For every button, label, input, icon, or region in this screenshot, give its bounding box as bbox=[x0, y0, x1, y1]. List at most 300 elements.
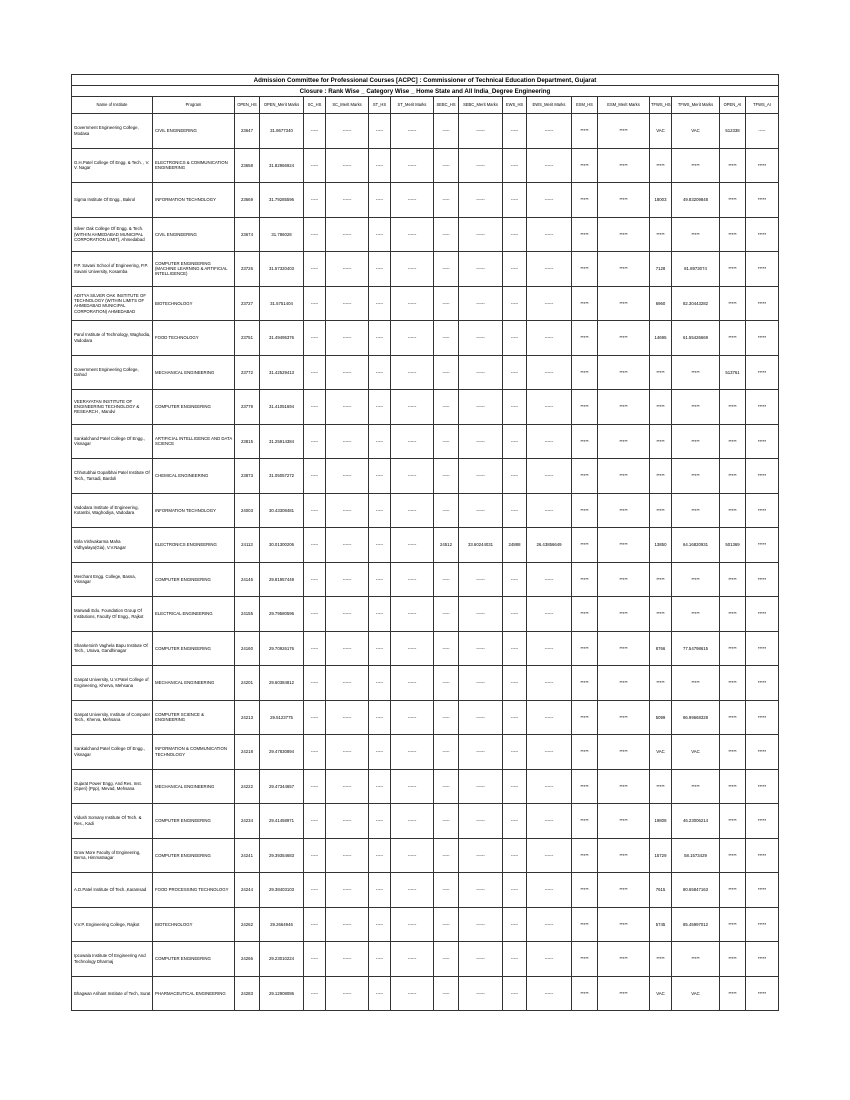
value-cell: ***** bbox=[598, 804, 650, 839]
value-cell: ------ bbox=[326, 528, 369, 563]
value-cell: 513761 bbox=[720, 355, 746, 390]
value-cell: ***** bbox=[572, 700, 598, 735]
value-cell: 31.25914384 bbox=[260, 424, 304, 459]
value-cell: ----- bbox=[434, 355, 459, 390]
table-row bbox=[72, 666, 779, 701]
value-cell: ----- bbox=[369, 597, 391, 632]
program-cell: PHARMACEUTICAL ENGINEERING bbox=[153, 976, 235, 1011]
value-cell: ----- bbox=[434, 631, 459, 666]
value-cell: 24888 bbox=[503, 528, 527, 563]
value-cell: ***** bbox=[672, 942, 720, 977]
table-row bbox=[72, 597, 779, 632]
value-cell: 30.01300206 bbox=[260, 528, 304, 563]
value-cell: ***** bbox=[598, 942, 650, 977]
value-cell: ------ bbox=[391, 597, 434, 632]
value-cell: 13850 bbox=[650, 528, 672, 563]
value-cell: 23815 bbox=[235, 424, 260, 459]
value-cell: ***** bbox=[720, 252, 746, 287]
value-cell: 24283 bbox=[235, 976, 260, 1011]
value-cell: ***** bbox=[572, 907, 598, 942]
institute-name-cell: Gujarat Power Engg. And Res. Inst. (Gperi) (Ppp), Mevad, Mehsana bbox=[72, 769, 153, 804]
institute-name-cell: G.H.Patel College Of Engg. & Tech. , V. V. Nagar bbox=[72, 148, 153, 183]
value-cell: ----- bbox=[304, 769, 326, 804]
value-cell: ***** bbox=[672, 355, 720, 390]
value-cell: ***** bbox=[598, 252, 650, 287]
value-cell: ----- bbox=[434, 148, 459, 183]
program-cell: COMPUTER ENGINEERING (MACHINE LEARNING & ARTIFICIAL INTELLIGENCE) bbox=[153, 252, 235, 287]
value-cell: ***** bbox=[598, 597, 650, 632]
value-cell: 24241 bbox=[235, 838, 260, 873]
value-cell: ----- bbox=[369, 942, 391, 977]
value-cell: ***** bbox=[650, 424, 672, 459]
value-cell: ***** bbox=[598, 976, 650, 1011]
value-cell: 30.43308481 bbox=[260, 493, 304, 528]
value-cell: ***** bbox=[746, 735, 779, 770]
value-cell: ------ bbox=[459, 217, 503, 252]
value-cell: ***** bbox=[598, 321, 650, 356]
value-cell: ----- bbox=[503, 769, 527, 804]
column-header: SEBC_Merit Marks bbox=[459, 97, 503, 114]
value-cell: 29.70926176 bbox=[260, 631, 304, 666]
value-cell: ------ bbox=[527, 907, 572, 942]
table-row bbox=[72, 217, 779, 252]
value-cell: 31.42529413 bbox=[260, 355, 304, 390]
program-cell: COMPUTER SCIENCE & ENGINEERING bbox=[153, 700, 235, 735]
value-cell: ***** bbox=[720, 217, 746, 252]
value-cell: 14695 bbox=[650, 321, 672, 356]
value-cell: ------ bbox=[326, 217, 369, 252]
table-row bbox=[72, 873, 779, 908]
value-cell: ------ bbox=[391, 735, 434, 770]
column-header: ESM_HS bbox=[572, 97, 598, 114]
value-cell: ------ bbox=[459, 735, 503, 770]
value-cell: ----- bbox=[434, 907, 459, 942]
value-cell: ------ bbox=[326, 666, 369, 701]
value-cell: ------ bbox=[391, 666, 434, 701]
value-cell: ----- bbox=[503, 666, 527, 701]
value-cell: ------ bbox=[391, 183, 434, 218]
value-cell: 80.65847163 bbox=[672, 873, 720, 908]
program-cell: COMPUTER ENGINEERING bbox=[153, 562, 235, 597]
value-cell: ------ bbox=[391, 873, 434, 908]
value-cell: ----- bbox=[434, 217, 459, 252]
value-cell: 7615 bbox=[650, 873, 672, 908]
value-cell: ----- bbox=[503, 390, 527, 425]
value-cell: ----- bbox=[369, 735, 391, 770]
institute-name-cell: Sankalchand Patel College Of Engg., Visnagar bbox=[72, 424, 153, 459]
value-cell: ------ bbox=[326, 355, 369, 390]
value-cell: ----- bbox=[369, 459, 391, 494]
value-cell: ------ bbox=[391, 631, 434, 666]
value-cell: ----- bbox=[369, 907, 391, 942]
value-cell: ----- bbox=[503, 286, 527, 321]
value-cell: ------ bbox=[391, 321, 434, 356]
value-cell: 31.41051694 bbox=[260, 390, 304, 425]
value-cell: ***** bbox=[598, 459, 650, 494]
value-cell: ------ bbox=[459, 873, 503, 908]
table-row bbox=[72, 493, 779, 528]
value-cell: ----- bbox=[369, 493, 391, 528]
value-cell: ------ bbox=[391, 942, 434, 977]
value-cell: ----- bbox=[304, 252, 326, 287]
value-cell: 24222 bbox=[235, 769, 260, 804]
value-cell: ------ bbox=[391, 390, 434, 425]
value-cell: ***** bbox=[598, 493, 650, 528]
value-cell: 23772 bbox=[235, 355, 260, 390]
value-cell: ***** bbox=[720, 873, 746, 908]
value-cell: ----- bbox=[434, 183, 459, 218]
value-cell: ***** bbox=[650, 148, 672, 183]
value-cell: ***** bbox=[572, 666, 598, 701]
value-cell: ***** bbox=[720, 148, 746, 183]
institute-name-cell: A.D.Patel Institute Of Tech.,Karamsad bbox=[72, 873, 153, 908]
value-cell: ------ bbox=[391, 148, 434, 183]
program-cell: ARTIFICIAL INTELLIGENCE AND DATA SCIENCE bbox=[153, 424, 235, 459]
value-cell: ----- bbox=[503, 424, 527, 459]
program-cell: ELECTRONICS & COMMUNICATION ENGINEERING bbox=[153, 148, 235, 183]
value-cell: ----- bbox=[503, 735, 527, 770]
value-cell: ------ bbox=[391, 769, 434, 804]
value-cell: 23647 bbox=[235, 114, 260, 149]
value-cell: ----- bbox=[503, 183, 527, 218]
value-cell: ***** bbox=[572, 355, 598, 390]
table-row bbox=[72, 804, 779, 839]
value-cell: 512338 bbox=[720, 114, 746, 149]
column-header: OPEN_HS bbox=[235, 97, 260, 114]
value-cell: 31.82966924 bbox=[260, 148, 304, 183]
value-cell: ----- bbox=[304, 942, 326, 977]
value-cell: ----- bbox=[746, 114, 779, 149]
value-cell: ------ bbox=[459, 424, 503, 459]
value-cell: ***** bbox=[746, 286, 779, 321]
value-cell: ***** bbox=[598, 528, 650, 563]
value-cell: ----- bbox=[369, 183, 391, 218]
value-cell: ------ bbox=[459, 286, 503, 321]
value-cell: ***** bbox=[720, 459, 746, 494]
value-cell: ------ bbox=[326, 321, 369, 356]
table-row bbox=[72, 183, 779, 218]
value-cell: ***** bbox=[598, 700, 650, 735]
value-cell: ----- bbox=[369, 217, 391, 252]
value-cell: VAC bbox=[650, 735, 672, 770]
value-cell: ***** bbox=[572, 114, 598, 149]
value-cell: ----- bbox=[503, 631, 527, 666]
column-header: TFWS_HS bbox=[650, 97, 672, 114]
value-cell: ------ bbox=[391, 528, 434, 563]
value-cell: ------ bbox=[391, 838, 434, 873]
value-cell: 18003 bbox=[650, 183, 672, 218]
value-cell: ----- bbox=[503, 114, 527, 149]
value-cell: ------ bbox=[326, 183, 369, 218]
institute-name-cell: Birla Vishvakarma Maha Vidhyalaya(Gia), V.V.Nagar bbox=[72, 528, 153, 563]
institute-name-cell: Government Engineering College, Modasa bbox=[72, 114, 153, 149]
value-cell: 23658 bbox=[235, 148, 260, 183]
value-cell: ----- bbox=[369, 873, 391, 908]
value-cell: ------ bbox=[527, 838, 572, 873]
value-cell: 29.47830894 bbox=[260, 735, 304, 770]
institute-name-cell: Chhotubhai Gopalbhai Patel Institute Of Tech., Tarsadi, Bardoli bbox=[72, 459, 153, 494]
institute-name-cell: Vadodara Institute of Engineering, Kotambi, Waghodiya, Vadodara bbox=[72, 493, 153, 528]
value-cell: ------ bbox=[459, 114, 503, 149]
column-header: ST_HS bbox=[369, 97, 391, 114]
value-cell: ***** bbox=[720, 769, 746, 804]
value-cell: ------ bbox=[459, 838, 503, 873]
value-cell: ***** bbox=[572, 424, 598, 459]
value-cell: ------ bbox=[527, 804, 572, 839]
value-cell: ------ bbox=[527, 355, 572, 390]
institute-name-cell: P.P. Savani School of Engineering, P.P. Savani University, Kosamba bbox=[72, 252, 153, 287]
value-cell: ***** bbox=[650, 459, 672, 494]
value-cell: ***** bbox=[746, 355, 779, 390]
value-cell: ------ bbox=[459, 666, 503, 701]
value-cell: ***** bbox=[720, 838, 746, 873]
program-cell: FOOD PROCESSING TECHNOLOGY bbox=[153, 873, 235, 908]
table-row bbox=[72, 528, 779, 563]
value-cell: ***** bbox=[720, 390, 746, 425]
value-cell: ------ bbox=[326, 286, 369, 321]
value-cell: ***** bbox=[746, 459, 779, 494]
value-cell: ***** bbox=[720, 735, 746, 770]
value-cell: 24266 bbox=[235, 942, 260, 977]
institute-name-cell: VEERAYATAN INSTITUTE OF ENGINEERING TECHNOLOGY & RESEARCH , Mandvi bbox=[72, 390, 153, 425]
program-cell: MECHANICAL ENGINEERING bbox=[153, 355, 235, 390]
value-cell: ------ bbox=[459, 976, 503, 1011]
value-cell: ***** bbox=[598, 873, 650, 908]
value-cell: ----- bbox=[503, 907, 527, 942]
value-cell: ----- bbox=[369, 355, 391, 390]
value-cell: ----- bbox=[304, 424, 326, 459]
value-cell: ------ bbox=[459, 459, 503, 494]
value-cell: 24262 bbox=[235, 907, 260, 942]
value-cell: ------ bbox=[527, 562, 572, 597]
value-cell: ----- bbox=[304, 562, 326, 597]
value-cell: 15729 bbox=[650, 838, 672, 873]
value-cell: ------ bbox=[326, 735, 369, 770]
value-cell: ------ bbox=[326, 459, 369, 494]
value-cell: ----- bbox=[434, 286, 459, 321]
value-cell: VAC bbox=[672, 976, 720, 1011]
value-cell: ----- bbox=[434, 252, 459, 287]
value-cell: ------ bbox=[527, 942, 572, 977]
value-cell: ***** bbox=[672, 769, 720, 804]
value-cell: ------ bbox=[391, 355, 434, 390]
program-cell: ELECTRONICS ENGINEERING bbox=[153, 528, 235, 563]
value-cell: ***** bbox=[720, 424, 746, 459]
value-cell: 29.2664946 bbox=[260, 907, 304, 942]
value-cell: ----- bbox=[503, 700, 527, 735]
value-cell: 31.79285596 bbox=[260, 183, 304, 218]
column-header: EWS_Merit Marks bbox=[527, 97, 572, 114]
value-cell: 24160 bbox=[235, 631, 260, 666]
program-cell: COMPUTER ENGINEERING bbox=[153, 804, 235, 839]
institute-name-cell: Shankersinh Vaghela Bapu Institute Of Tech., Unava, Gandhinagar bbox=[72, 631, 153, 666]
program-cell: MECHANICAL ENGINEERING bbox=[153, 769, 235, 804]
program-cell: COMPUTER ENGINEERING bbox=[153, 390, 235, 425]
institute-name-cell: Merchant Engg. College, Basna, Visnagar bbox=[72, 562, 153, 597]
value-cell: ------ bbox=[391, 804, 434, 839]
value-cell: 31.8677340 bbox=[260, 114, 304, 149]
value-cell: 29.60384812 bbox=[260, 666, 304, 701]
value-cell: 29.39354683 bbox=[260, 838, 304, 873]
value-cell: ***** bbox=[746, 424, 779, 459]
value-cell: ----- bbox=[434, 942, 459, 977]
value-cell: ----- bbox=[503, 459, 527, 494]
value-cell: ***** bbox=[720, 597, 746, 632]
value-cell: VAC bbox=[650, 114, 672, 149]
value-cell: ----- bbox=[304, 286, 326, 321]
value-cell: 31.5751404 bbox=[260, 286, 304, 321]
value-cell: ----- bbox=[369, 528, 391, 563]
value-cell: ------ bbox=[326, 976, 369, 1011]
value-cell: 82.30443282 bbox=[672, 286, 720, 321]
value-cell: ------ bbox=[326, 838, 369, 873]
value-cell: ***** bbox=[598, 286, 650, 321]
value-cell: ***** bbox=[746, 183, 779, 218]
value-cell: ----- bbox=[304, 631, 326, 666]
value-cell: 86.99668328 bbox=[672, 700, 720, 735]
closure-sheet bbox=[71, 74, 778, 1011]
value-cell: ***** bbox=[720, 562, 746, 597]
institute-name-cell: V.V.P. Engineering College, Rajkot bbox=[72, 907, 153, 942]
value-cell: ***** bbox=[572, 286, 598, 321]
value-cell: 31.57320403 bbox=[260, 252, 304, 287]
value-cell: ***** bbox=[572, 735, 598, 770]
value-cell: 23726 bbox=[235, 252, 260, 287]
value-cell: ------ bbox=[326, 700, 369, 735]
value-cell: ***** bbox=[746, 666, 779, 701]
value-cell: ------ bbox=[459, 183, 503, 218]
value-cell: ------ bbox=[391, 459, 434, 494]
value-cell: ------ bbox=[326, 942, 369, 977]
value-cell: ***** bbox=[720, 942, 746, 977]
value-cell: ------ bbox=[459, 355, 503, 390]
column-header-row bbox=[72, 97, 779, 114]
value-cell: ------ bbox=[527, 424, 572, 459]
value-cell: 7128 bbox=[650, 252, 672, 287]
value-cell: ***** bbox=[720, 666, 746, 701]
table-row bbox=[72, 424, 779, 459]
value-cell: 24113 bbox=[235, 528, 260, 563]
institute-name-cell: Bhagwan Arihant Institute of Tech, Surat bbox=[72, 976, 153, 1011]
value-cell: ----- bbox=[503, 217, 527, 252]
value-cell: ----- bbox=[369, 666, 391, 701]
value-cell: 29.41458971 bbox=[260, 804, 304, 839]
value-cell: 29.81957449 bbox=[260, 562, 304, 597]
value-cell: ***** bbox=[598, 355, 650, 390]
value-cell: ----- bbox=[434, 424, 459, 459]
value-cell: 24213 bbox=[235, 700, 260, 735]
column-header: ESM_Merit Marks bbox=[598, 97, 650, 114]
value-cell: ------ bbox=[391, 493, 434, 528]
value-cell: ***** bbox=[572, 597, 598, 632]
value-cell: ***** bbox=[572, 148, 598, 183]
value-cell: ------ bbox=[527, 769, 572, 804]
value-cell: ***** bbox=[720, 631, 746, 666]
value-cell: ***** bbox=[650, 942, 672, 977]
value-cell: ***** bbox=[746, 252, 779, 287]
value-cell: ***** bbox=[572, 217, 598, 252]
table-body bbox=[72, 114, 779, 1011]
value-cell: ***** bbox=[746, 148, 779, 183]
value-cell: ----- bbox=[434, 597, 459, 632]
institute-name-cell: Sankalchand Patel College Of Engg., Visnagar bbox=[72, 735, 153, 770]
value-cell: ------ bbox=[391, 700, 434, 735]
institute-name-cell: Ipcowala Institute Of Engineering And Technology Dharmaj bbox=[72, 942, 153, 977]
value-cell: ***** bbox=[746, 631, 779, 666]
value-cell: ----- bbox=[434, 321, 459, 356]
value-cell: ***** bbox=[572, 321, 598, 356]
value-cell: ***** bbox=[598, 907, 650, 942]
value-cell: ***** bbox=[746, 528, 779, 563]
value-cell: 77.54798615 bbox=[672, 631, 720, 666]
value-cell: ***** bbox=[720, 804, 746, 839]
value-cell: ***** bbox=[672, 666, 720, 701]
value-cell: ----- bbox=[503, 838, 527, 873]
value-cell: ----- bbox=[369, 700, 391, 735]
value-cell: ------ bbox=[527, 735, 572, 770]
table-row bbox=[72, 735, 779, 770]
value-cell: 8766 bbox=[650, 631, 672, 666]
value-cell: ***** bbox=[598, 838, 650, 873]
value-cell: ------ bbox=[527, 321, 572, 356]
table-row bbox=[72, 148, 779, 183]
value-cell: ***** bbox=[650, 562, 672, 597]
value-cell: 501369 bbox=[720, 528, 746, 563]
value-cell: ----- bbox=[304, 217, 326, 252]
value-cell: ------ bbox=[391, 562, 434, 597]
institute-name-cell: ADITYA SILVER OAK INSTITUTE OF TECHNOLOGY (WITHIN LIMITS OF AHMEDABAD MUNICIPAL CORPORATION) AHMEDABAD bbox=[72, 286, 153, 321]
value-cell: 24201 bbox=[235, 666, 260, 701]
value-cell: ***** bbox=[672, 562, 720, 597]
value-cell: ------ bbox=[326, 769, 369, 804]
value-cell: ------ bbox=[527, 666, 572, 701]
value-cell: 24218 bbox=[235, 735, 260, 770]
value-cell: ------ bbox=[326, 873, 369, 908]
value-cell: ------ bbox=[326, 252, 369, 287]
value-cell: ----- bbox=[503, 493, 527, 528]
program-cell: FOOD TECHNOLOGY bbox=[153, 321, 235, 356]
value-cell: ----- bbox=[434, 562, 459, 597]
institute-name-cell: Sigma Institute Of Engg., Bakrol bbox=[72, 183, 153, 218]
value-cell: ***** bbox=[572, 838, 598, 873]
value-cell: ----- bbox=[434, 700, 459, 735]
column-header: TFWS_Merit Marks bbox=[672, 97, 720, 114]
value-cell: 31.05057272 bbox=[260, 459, 304, 494]
value-cell: ***** bbox=[650, 666, 672, 701]
value-cell: ------ bbox=[527, 873, 572, 908]
column-header: OPEN_Merit Marks bbox=[260, 97, 304, 114]
program-cell: INFORMATION TECHNOLOGY bbox=[153, 493, 235, 528]
value-cell: 64.16820931 bbox=[672, 528, 720, 563]
value-cell: ----- bbox=[434, 390, 459, 425]
value-cell: ----- bbox=[369, 804, 391, 839]
value-cell: ----- bbox=[503, 562, 527, 597]
value-cell: ------ bbox=[459, 390, 503, 425]
value-cell: ----- bbox=[369, 424, 391, 459]
value-cell: ***** bbox=[720, 976, 746, 1011]
value-cell: ------ bbox=[527, 700, 572, 735]
table-row bbox=[72, 286, 779, 321]
value-cell: 49.83209848 bbox=[672, 183, 720, 218]
value-cell: ------ bbox=[459, 631, 503, 666]
value-cell: ***** bbox=[572, 493, 598, 528]
table-row bbox=[72, 390, 779, 425]
value-cell: 5745 bbox=[650, 907, 672, 942]
value-cell: ----- bbox=[503, 252, 527, 287]
value-cell: ***** bbox=[746, 562, 779, 597]
value-cell: ***** bbox=[572, 769, 598, 804]
value-cell: ----- bbox=[304, 804, 326, 839]
